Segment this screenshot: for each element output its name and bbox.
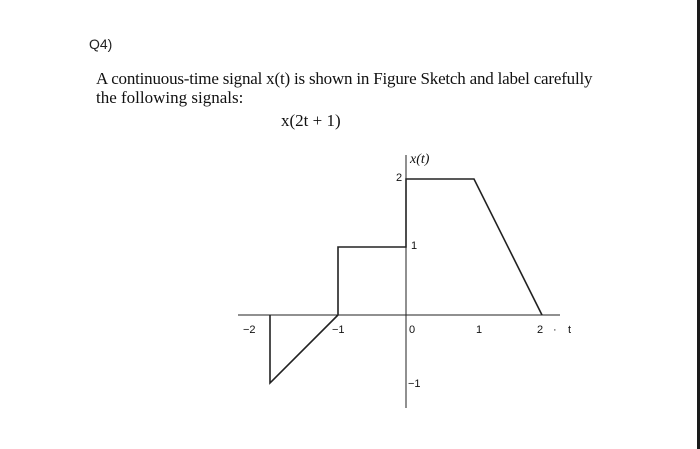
signal-expression: x(2t + 1): [281, 111, 341, 130]
y-tick-label-1: 1: [411, 240, 418, 252]
question-number: Q4): [89, 36, 113, 52]
y-tick-label-2: 2: [396, 172, 403, 184]
x-tick-label-0: 0: [409, 324, 416, 336]
x-tick-mark-dot: ·: [553, 324, 557, 336]
x-tick-label-1: 1: [476, 324, 483, 336]
y-axis-label: x(t): [410, 152, 430, 167]
question-text-line-1: A continuous-time signal x(t) is shown in Figure Sketch and label carefully: [96, 69, 593, 88]
x-tick-label-neg1: −1: [332, 324, 345, 336]
question-text-line-2: the following signals:: [96, 88, 244, 107]
x-axis-label: t: [568, 324, 572, 336]
x-tick-label-neg2: −2: [243, 324, 256, 336]
y-tick-label-neg1: −1: [408, 378, 421, 390]
x-tick-label-2: 2: [537, 324, 544, 336]
